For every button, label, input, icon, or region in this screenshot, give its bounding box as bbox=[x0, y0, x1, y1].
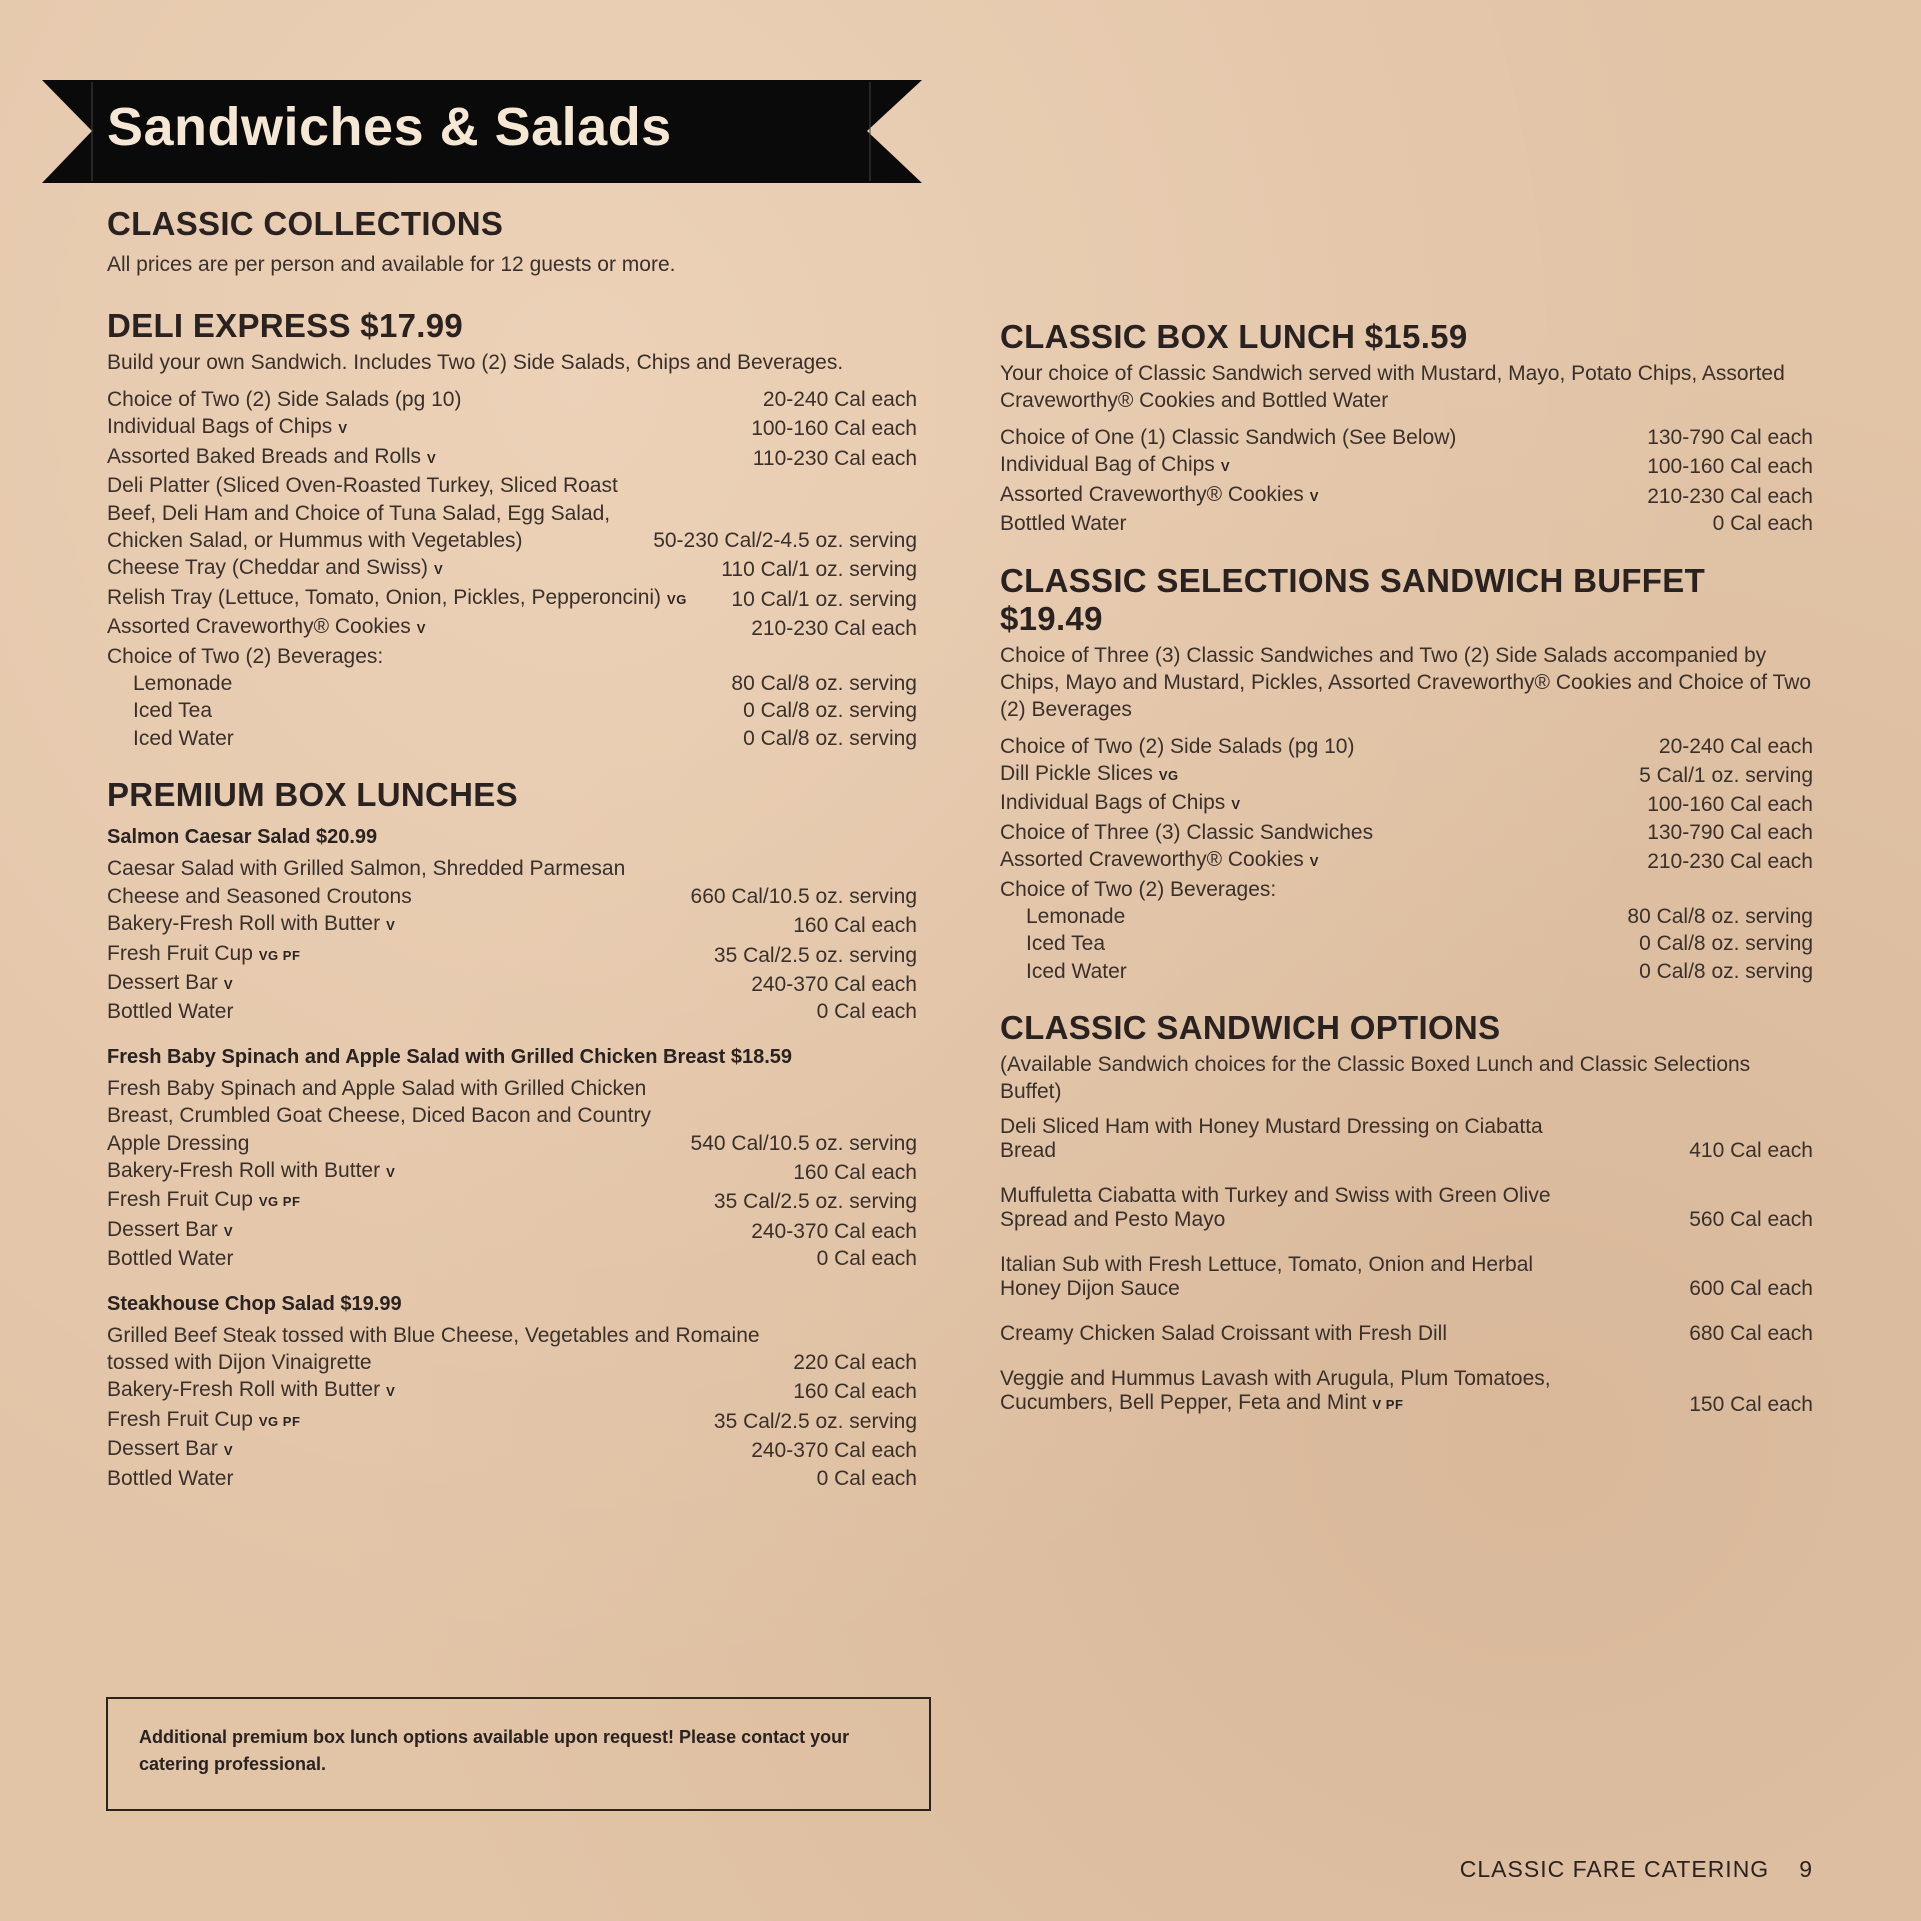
sandwich-options-heading: CLASSIC SANDWICH OPTIONS bbox=[1000, 1009, 1501, 1047]
dietary-badge: V bbox=[386, 1164, 396, 1180]
menu-item-label: Dessert Bar bbox=[107, 1437, 218, 1461]
classic-box-lunch-items bbox=[1000, 424, 1813, 538]
menu-item-label: Iced Water bbox=[1026, 959, 1127, 983]
menu-item-name bbox=[1000, 1184, 1572, 1232]
calorie-info: 410 Cal each bbox=[1689, 1139, 1813, 1163]
dietary-badge: V bbox=[223, 1443, 234, 1459]
calorie-info: 210-230 Cal each bbox=[1647, 484, 1813, 508]
dietary-badge: V bbox=[223, 1223, 234, 1239]
menu-item-row bbox=[107, 670, 917, 697]
menu-item-row bbox=[1000, 760, 1813, 789]
right-column bbox=[1000, 318, 1813, 1438]
menu-item-label: Bottled Water bbox=[107, 1466, 234, 1490]
menu-item-row bbox=[1000, 846, 1813, 875]
menu-item-row bbox=[1000, 1367, 1813, 1417]
menu-item-name bbox=[1000, 930, 1639, 957]
premium-request-note: Additional premium box lunch options available upon request! Please contact your catering professional. bbox=[139, 1727, 850, 1774]
menu-item-name bbox=[1000, 1115, 1572, 1163]
menu-item-label: Bakery-Fresh Roll with Butter bbox=[107, 912, 381, 936]
menu-item-row bbox=[107, 1157, 917, 1186]
menu-item-label: Fresh Baby Spinach and Apple Salad with Grilled Chicken Breast, Crumbled Goat Cheese, Diced Bacon and Country Apple Dressing bbox=[107, 1076, 651, 1155]
dietary-badge: VG bbox=[1158, 768, 1179, 784]
menu-item-row bbox=[1000, 1253, 1813, 1301]
dietary-badge: V bbox=[1309, 854, 1319, 870]
menu-item-row bbox=[1000, 451, 1813, 480]
menu-item-label: Bakery-Fresh Roll with Butter bbox=[107, 1378, 381, 1402]
menu-item-label: Dill Pickle Slices bbox=[1000, 762, 1153, 786]
menu-item-row bbox=[107, 584, 917, 613]
calorie-info: 600 Cal each bbox=[1689, 1277, 1813, 1301]
calorie-info: 0 Cal each bbox=[816, 1247, 917, 1271]
menu-item-row bbox=[107, 855, 917, 910]
calorie-info: 130-790 Cal each bbox=[1647, 426, 1813, 449]
calorie-info: 10 Cal/1 oz. serving bbox=[731, 587, 917, 611]
menu-item-label: Dessert Bar bbox=[107, 970, 218, 994]
menu-item-name bbox=[107, 554, 721, 583]
menu-item-name bbox=[1000, 903, 1627, 930]
dietary-badge: V bbox=[1231, 797, 1241, 813]
menu-item-name bbox=[1000, 1322, 1572, 1346]
menu-item-row bbox=[1000, 958, 1813, 985]
menu-item-label: Fresh Fruit Cup bbox=[107, 1188, 253, 1212]
classic-box-lunch-heading: CLASSIC BOX LUNCH $15.59 bbox=[1000, 318, 1468, 355]
dietary-badge: V bbox=[223, 976, 234, 992]
menu-item-label: Iced Water bbox=[133, 726, 234, 750]
menu-item-row bbox=[107, 1376, 917, 1405]
calorie-info: 100-160 Cal each bbox=[1647, 793, 1813, 817]
menu-item-name bbox=[107, 1406, 714, 1435]
menu-item-name bbox=[107, 1245, 817, 1272]
footer-label: CLASSIC FARE CATERING bbox=[1459, 1856, 1770, 1882]
calorie-info: 0 Cal each bbox=[816, 1466, 917, 1490]
menu-item-label: Choice of Two (2) Beverages: bbox=[107, 644, 384, 668]
dietary-badge: VG PF bbox=[258, 947, 301, 963]
menu-item-row bbox=[107, 554, 917, 583]
menu-item-row bbox=[107, 1435, 917, 1464]
menu-item-row bbox=[1000, 789, 1813, 818]
menu-item-label: Bottled Water bbox=[107, 1000, 234, 1024]
menu-item-name bbox=[107, 910, 793, 939]
menu-item-row bbox=[107, 697, 917, 724]
menu-item-label: Iced Tea bbox=[133, 699, 213, 723]
menu-item-label: Relish Tray (Lettuce, Tomato, Onion, Pickles, Pepperoncini) bbox=[107, 585, 662, 609]
deli-express-description: Build your own Sandwich. Includes Two (2) Side Salads, Chips and Beverages. bbox=[107, 351, 844, 374]
premium-request-note-box bbox=[106, 1697, 931, 1811]
dietary-badge: V bbox=[386, 1384, 396, 1400]
menu-item-name bbox=[107, 584, 731, 613]
sandwich-options-items bbox=[1000, 1115, 1813, 1417]
menu-item-label: Choice of Two (2) Beverages: bbox=[1000, 877, 1277, 901]
calorie-info: 220 Cal each bbox=[793, 1350, 917, 1374]
menu-item-name bbox=[1000, 733, 1659, 760]
menu-item-row bbox=[1000, 930, 1813, 957]
menu-item-row bbox=[1000, 1322, 1813, 1346]
calorie-info: 160 Cal each bbox=[793, 1160, 917, 1184]
calorie-info: 680 Cal each bbox=[1689, 1322, 1813, 1346]
menu-item-label: Choice of Two (2) Side Salads (pg 10) bbox=[107, 388, 462, 411]
classic-selections-heading: CLASSIC SELECTIONS SANDWICH BUFFET $19.49 bbox=[1000, 561, 1706, 637]
menu-item-row bbox=[107, 1186, 917, 1215]
menu-item-row bbox=[107, 1322, 917, 1377]
menu-item-row bbox=[107, 940, 917, 969]
menu-item-label: Assorted Baked Breads and Rolls bbox=[107, 444, 422, 468]
menu-item-name bbox=[107, 1075, 691, 1157]
menu-item-name bbox=[107, 472, 653, 554]
menu-item-row bbox=[1000, 903, 1813, 930]
menu-item-name bbox=[1000, 819, 1647, 846]
menu-item-row bbox=[1000, 481, 1813, 510]
calorie-info: 35 Cal/2.5 oz. serving bbox=[713, 1409, 917, 1433]
calorie-info: 0 Cal each bbox=[1712, 512, 1813, 536]
menu-item-row bbox=[107, 643, 917, 670]
menu-item-row bbox=[1000, 1115, 1813, 1163]
box-lunch-title: Fresh Baby Spinach and Apple Salad with Grilled Chicken Breast $18.59 bbox=[107, 1045, 793, 1068]
menu-item-name bbox=[107, 1322, 793, 1377]
menu-item-name bbox=[107, 670, 731, 697]
menu-item-name bbox=[107, 413, 751, 442]
classic-selections-description: Choice of Three (3) Classic Sandwiches and Two (2) Side Salads accompanied by Chips, Mayo and Mustard, Pickles, Assorted Craveworthy® Cookies and Choice of Two (2) Beverages bbox=[1000, 643, 1812, 721]
menu-item-name bbox=[107, 855, 691, 910]
menu-item-name bbox=[1000, 958, 1639, 985]
menu-item-label: Cheese Tray (Cheddar and Swiss) bbox=[107, 556, 428, 580]
menu-item-label: Lemonade bbox=[133, 672, 233, 696]
calorie-info: 240-370 Cal each bbox=[751, 972, 917, 996]
menu-item-row bbox=[107, 1245, 917, 1272]
pricing-note: All prices are per person and available for 12 guests or more. bbox=[107, 253, 676, 276]
menu-item-row bbox=[107, 725, 917, 752]
calorie-info: 160 Cal each bbox=[793, 1380, 917, 1404]
menu-item-row bbox=[1000, 733, 1813, 760]
menu-item-label: Assorted Craveworthy® Cookies bbox=[107, 615, 411, 639]
menu-item-name bbox=[1000, 424, 1647, 451]
menu-item-name bbox=[1000, 789, 1647, 818]
menu-item-row bbox=[107, 1465, 917, 1492]
menu-item-name bbox=[107, 1216, 751, 1245]
menu-item-label: Choice of Three (3) Classic Sandwiches bbox=[1000, 820, 1374, 844]
menu-item-name bbox=[107, 940, 714, 969]
calorie-info: 210-230 Cal each bbox=[751, 617, 917, 641]
menu-item-name bbox=[1000, 1253, 1572, 1301]
calorie-info: 50-230 Cal/2-4.5 oz. serving bbox=[653, 529, 917, 553]
menu-item-row bbox=[107, 969, 917, 998]
box-lunch-option bbox=[107, 1293, 917, 1492]
menu-item-label: Choice of One (1) Classic Sandwich (See Below) bbox=[1000, 426, 1457, 449]
menu-item-name bbox=[107, 969, 751, 998]
deli-express-items bbox=[107, 386, 917, 752]
menu-item-row bbox=[1000, 510, 1813, 537]
menu-item-name bbox=[107, 443, 753, 472]
menu-item-label: Deli Platter (Sliced Oven-Roasted Turkey, Sliced Roast Beef, Deli Ham and Choice of Tuna Salad, Egg Salad, Chicken Salad, or Hummus with Vegetables) bbox=[107, 474, 618, 553]
menu-item-name bbox=[107, 1465, 817, 1492]
dietary-badge: V bbox=[386, 918, 396, 934]
menu-item-name bbox=[107, 998, 817, 1025]
dietary-badge: VG bbox=[667, 591, 687, 607]
menu-item-label: Fresh Fruit Cup bbox=[107, 941, 253, 965]
menu-item-label: Dessert Bar bbox=[107, 1217, 218, 1241]
dietary-badge: V bbox=[427, 450, 437, 466]
dietary-badge: V bbox=[1220, 459, 1230, 475]
calorie-info: 210-230 Cal each bbox=[1647, 850, 1813, 874]
menu-item-row bbox=[107, 413, 917, 442]
menu-item-label: Bottled Water bbox=[1000, 512, 1127, 536]
menu-item-label: Veggie and Hummus Lavash with Arugula, Plum Tomatoes, Cucumbers, Bell Pepper, Feta and Mint bbox=[1000, 1367, 1551, 1415]
calorie-info: 100-160 Cal each bbox=[751, 417, 917, 441]
calorie-info: 560 Cal each bbox=[1689, 1208, 1813, 1232]
deli-express-heading: DELI EXPRESS $17.99 bbox=[107, 307, 464, 344]
menu-item-label: Choice of Two (2) Side Salads (pg 10) bbox=[1000, 734, 1355, 758]
menu-item-row bbox=[107, 910, 917, 939]
menu-item-name bbox=[107, 725, 743, 752]
premium-box-subsections bbox=[107, 826, 917, 1492]
box-lunch-title: Steakhouse Chop Salad $19.99 bbox=[107, 1292, 402, 1315]
menu-item-name bbox=[107, 386, 763, 413]
menu-item-row bbox=[107, 1216, 917, 1245]
menu-item-name bbox=[1000, 760, 1639, 789]
menu-item-name bbox=[1000, 1367, 1572, 1417]
dietary-badge: V bbox=[416, 621, 426, 637]
calorie-info: 0 Cal/8 oz. serving bbox=[1639, 932, 1813, 956]
menu-item-row bbox=[1000, 1184, 1813, 1232]
menu-item-row bbox=[107, 472, 917, 554]
menu-item-name bbox=[107, 643, 917, 670]
classic-box-lunch-description: Your choice of Classic Sandwich served with Mustard, Mayo, Potato Chips, Assorted Craveworthy® Cookies and Bottled Water bbox=[1000, 362, 1785, 412]
menu-item-label: Caesar Salad with Grilled Salmon, Shredded Parmesan Cheese and Seasoned Croutons bbox=[107, 857, 626, 908]
menu-item-name bbox=[107, 613, 751, 642]
calorie-info: 110-230 Cal each bbox=[752, 446, 917, 470]
calorie-info: 110 Cal/1 oz. serving bbox=[721, 558, 917, 582]
menu-item-label: Deli Sliced Ham with Honey Mustard Dressing on Ciabatta Bread bbox=[1000, 1115, 1543, 1163]
menu-item-name bbox=[1000, 876, 1813, 903]
title-banner bbox=[42, 80, 922, 183]
menu-item-label: Individual Bags of Chips bbox=[107, 415, 333, 439]
classic-selections-items bbox=[1000, 733, 1813, 986]
calorie-info: 160 Cal each bbox=[793, 914, 917, 938]
calorie-info: 150 Cal each bbox=[1689, 1393, 1813, 1417]
calorie-info: 35 Cal/2.5 oz. serving bbox=[713, 943, 917, 967]
calorie-info: 80 Cal/8 oz. serving bbox=[1627, 905, 1813, 929]
menu-item-row bbox=[107, 1075, 917, 1157]
calorie-info: 80 Cal/8 oz. serving bbox=[731, 672, 917, 696]
calorie-info: 0 Cal/8 oz. serving bbox=[743, 726, 917, 750]
calorie-info: 20-240 Cal each bbox=[1658, 734, 1813, 758]
menu-item-name bbox=[1000, 846, 1647, 875]
calorie-info: 540 Cal/10.5 oz. serving bbox=[690, 1131, 917, 1155]
menu-item-row bbox=[1000, 876, 1813, 903]
menu-item-row bbox=[107, 613, 917, 642]
menu-item-name bbox=[1000, 510, 1713, 537]
dietary-badge: VG PF bbox=[258, 1413, 301, 1429]
calorie-info: 240-370 Cal each bbox=[751, 1439, 917, 1463]
menu-item-label: Iced Tea bbox=[1026, 932, 1106, 956]
menu-item-row bbox=[107, 443, 917, 472]
calorie-info: 660 Cal/10.5 oz. serving bbox=[690, 884, 917, 908]
menu-item-name bbox=[107, 1376, 793, 1405]
menu-item-label: Lemonade bbox=[1026, 905, 1126, 929]
menu-item-label: Italian Sub with Fresh Lettuce, Tomato, Onion and Herbal Honey Dijon Sauce bbox=[1000, 1253, 1534, 1301]
menu-item-row bbox=[1000, 819, 1813, 846]
left-column bbox=[107, 205, 917, 1512]
menu-item-name bbox=[1000, 451, 1647, 480]
dietary-badge: VG PF bbox=[258, 1194, 301, 1210]
menu-item-label: Fresh Fruit Cup bbox=[107, 1407, 253, 1431]
calorie-info: 0 Cal/8 oz. serving bbox=[743, 699, 917, 723]
calorie-info: 5 Cal/1 oz. serving bbox=[1639, 764, 1813, 788]
menu-item-label: Grilled Beef Steak tossed with Blue Cheese, Vegetables and Romaine tossed with Dijon Vinaigrette bbox=[107, 1323, 760, 1374]
calorie-info: 0 Cal each bbox=[816, 1000, 917, 1024]
calorie-info: 130-790 Cal each bbox=[1647, 820, 1813, 844]
dietary-badge: V bbox=[433, 562, 444, 578]
premium-box-heading: PREMIUM BOX LUNCHES bbox=[107, 776, 518, 814]
calorie-info: 35 Cal/2.5 oz. serving bbox=[713, 1190, 917, 1214]
calorie-info: 0 Cal/8 oz. serving bbox=[1639, 959, 1813, 983]
dietary-badge: V bbox=[1309, 488, 1319, 504]
menu-item-label: Muffuletta Ciabatta with Turkey and Swiss with Green Olive Spread and Pesto Mayo bbox=[1000, 1184, 1551, 1232]
menu-item-label: Individual Bag of Chips bbox=[1000, 453, 1215, 477]
classic-collections-heading: CLASSIC COLLECTIONS bbox=[107, 205, 504, 242]
box-lunch-option bbox=[107, 1046, 917, 1273]
menu-item-name bbox=[107, 1435, 751, 1464]
calorie-info: 20-240 Cal each bbox=[762, 388, 917, 411]
page-title: Sandwiches & Salads bbox=[107, 97, 672, 157]
menu-item-name bbox=[107, 1157, 793, 1186]
box-lunch-option bbox=[107, 826, 917, 1025]
menu-item-row bbox=[1000, 424, 1813, 451]
menu-item-row bbox=[107, 386, 917, 413]
menu-item-label: Assorted Craveworthy® Cookies bbox=[1000, 482, 1304, 506]
menu-item-row bbox=[107, 1406, 917, 1435]
menu-item-label: Assorted Craveworthy® Cookies bbox=[1000, 848, 1304, 872]
dietary-badge: V PF bbox=[1372, 1397, 1404, 1413]
menu-item-label: Individual Bags of Chips bbox=[1000, 791, 1226, 815]
menu-item-name bbox=[107, 697, 743, 724]
calorie-info: 100-160 Cal each bbox=[1647, 455, 1813, 479]
menu-item-label: Creamy Chicken Salad Croissant with Fresh Dill bbox=[1000, 1322, 1447, 1346]
menu-item-label: Bottled Water bbox=[107, 1247, 234, 1271]
menu-item-name bbox=[1000, 481, 1647, 510]
box-lunch-title: Salmon Caesar Salad $20.99 bbox=[107, 826, 378, 849]
menu-item-row bbox=[107, 998, 917, 1025]
menu-item-label: Bakery-Fresh Roll with Butter bbox=[107, 1158, 381, 1182]
calorie-info: 240-370 Cal each bbox=[751, 1219, 917, 1243]
sandwich-options-description: (Available Sandwich choices for the Classic Boxed Lunch and Classic Selections Buffet) bbox=[1000, 1053, 1751, 1104]
menu-item-name bbox=[107, 1186, 714, 1215]
page-footer bbox=[1460, 1856, 1813, 1883]
dietary-badge: V bbox=[338, 421, 348, 437]
page-number: 9 bbox=[1799, 1856, 1813, 1882]
